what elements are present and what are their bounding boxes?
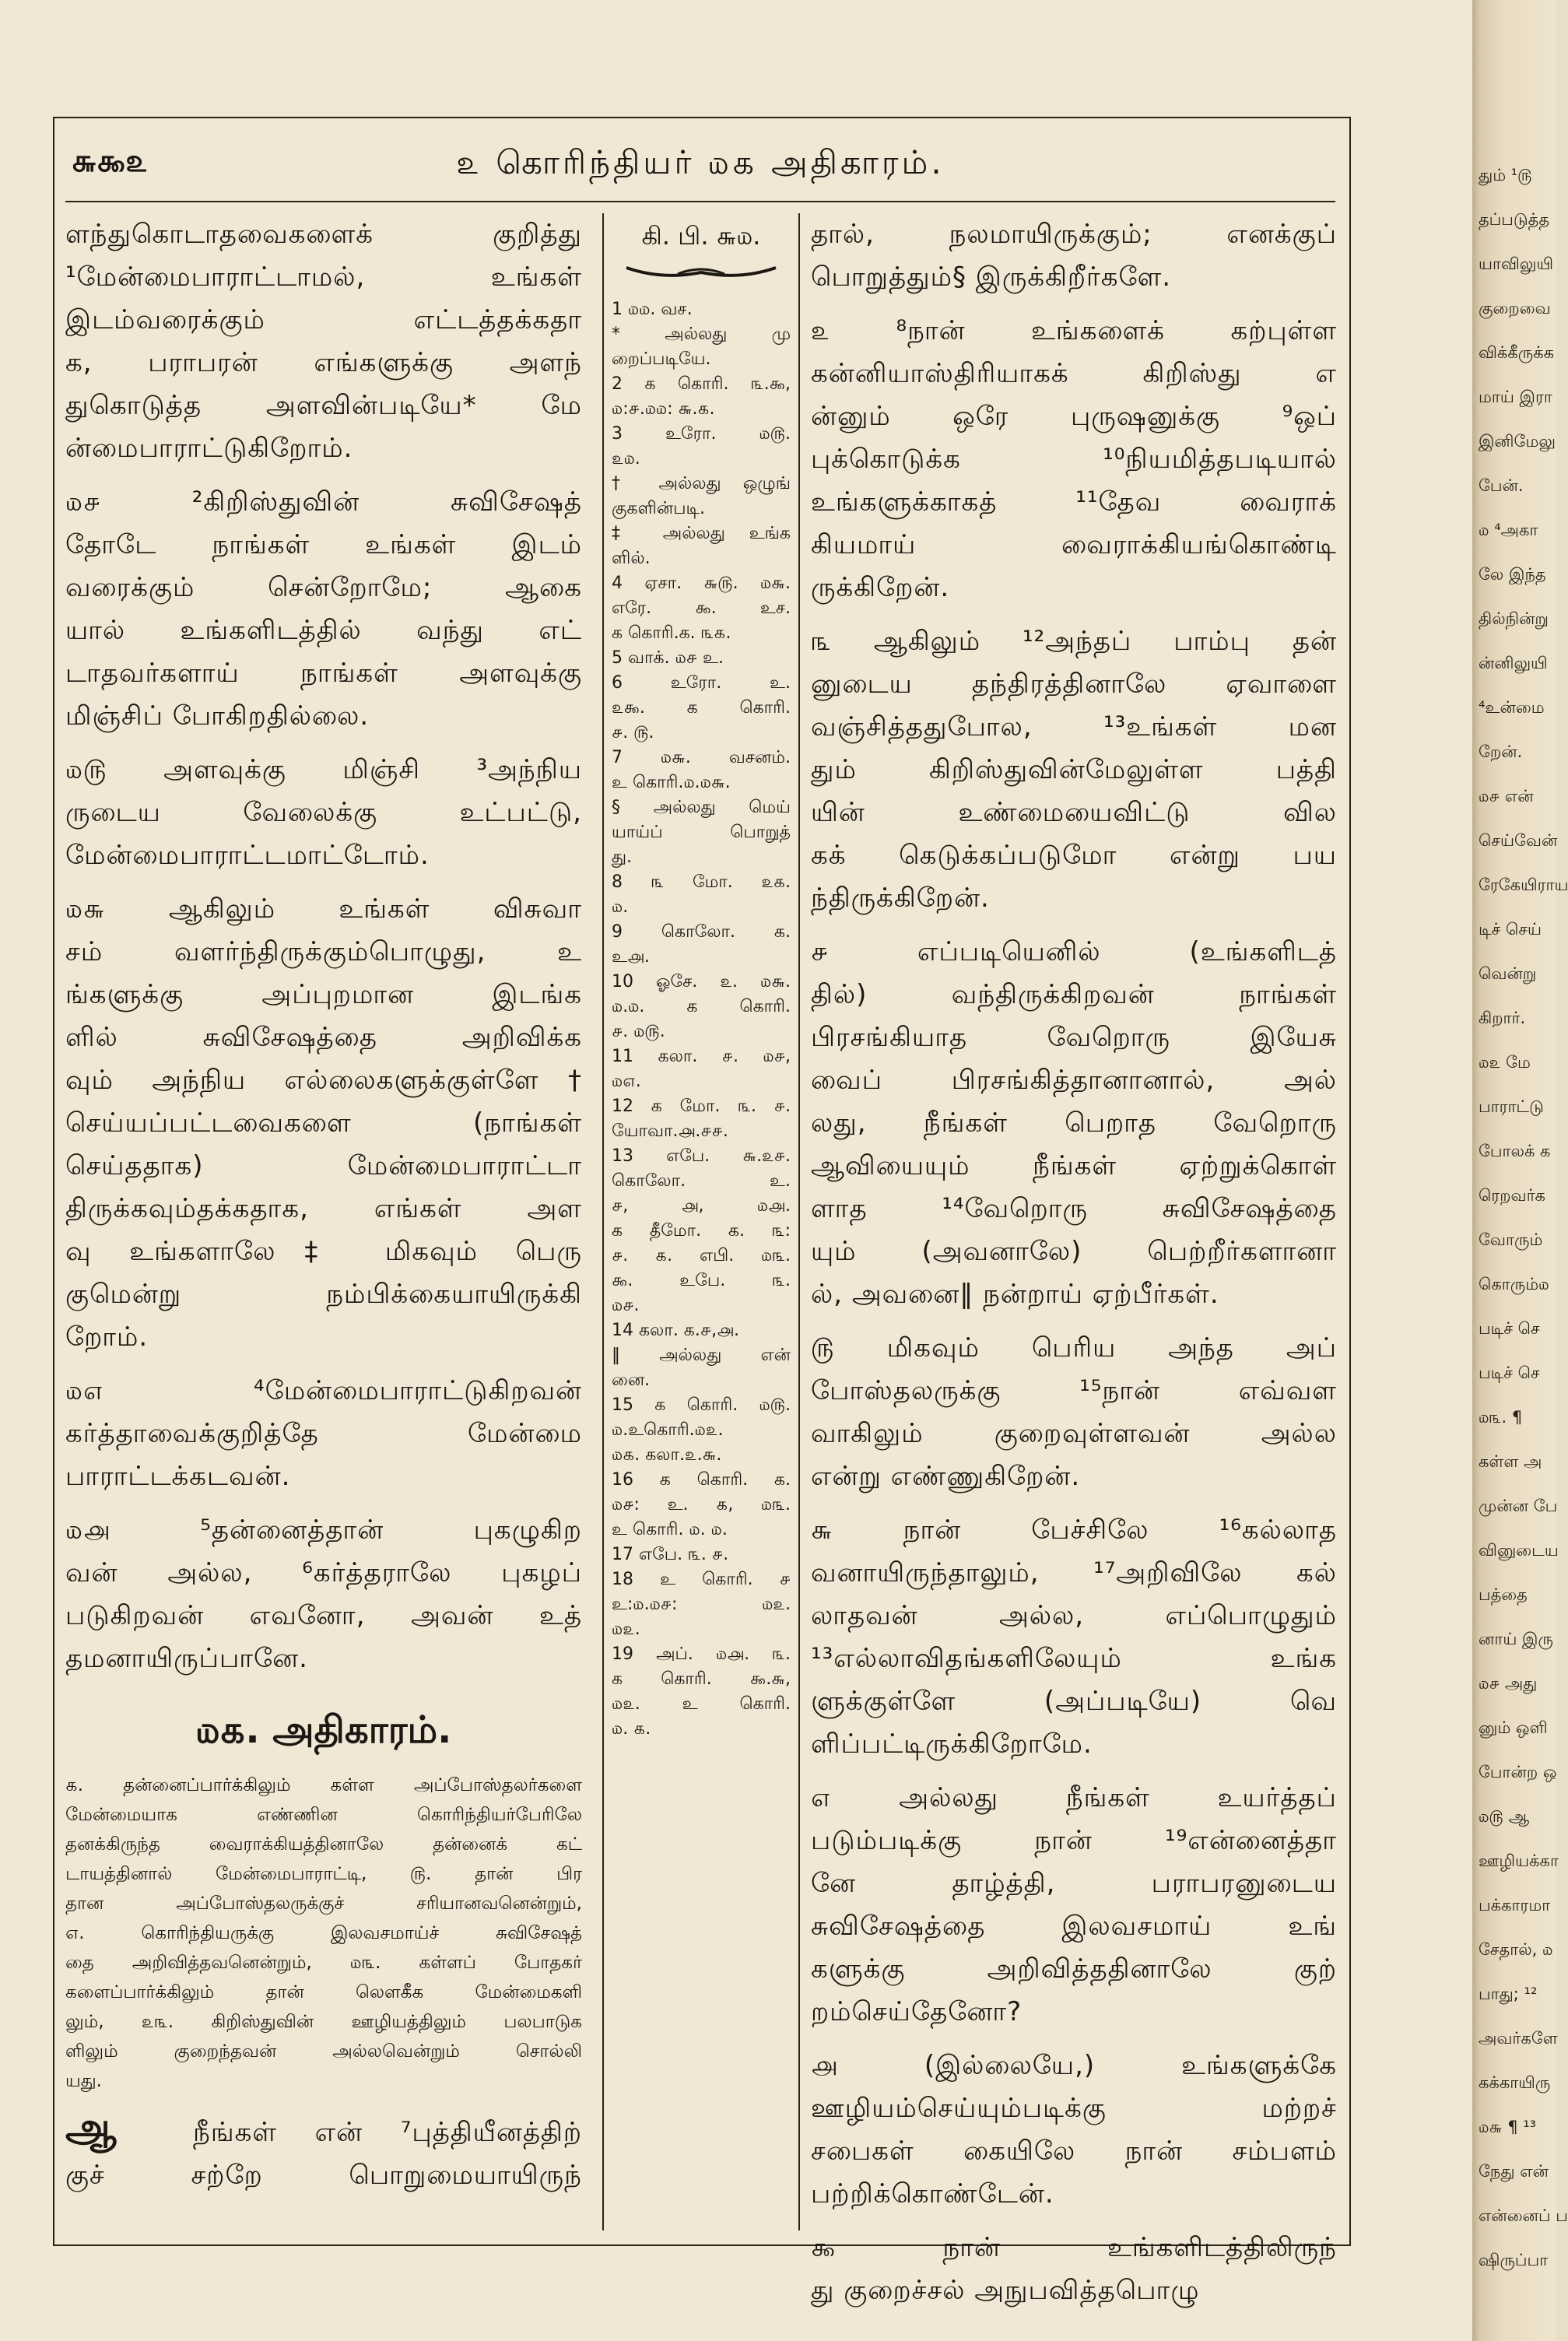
reference-line: ௰:௪.௰௰: ௬.௧. bbox=[612, 399, 715, 419]
verse-line: ௫ மிகவும் பெரிய அந்த அப் bbox=[811, 1332, 1337, 1364]
verse-line: செய்யப்பட்டவைகளை (நாங்கள் bbox=[65, 1107, 582, 1139]
edge-text-line: நேது என் bbox=[1479, 2162, 1549, 2181]
verse-line: ௬ நான் பேச்சிலே ¹⁶கல்லாத bbox=[811, 1514, 1337, 1546]
verse-line: பாராட்டக்கடவன். bbox=[65, 1461, 291, 1492]
verse-line: திருக்கவும்தக்கதாக, எங்கள் அள bbox=[65, 1193, 582, 1224]
reference-line: உ:௰.௰௪: ௰௨. bbox=[612, 1595, 791, 1614]
verse-line: ளுக்குள்ளே (அப்படியே) வெ bbox=[811, 1686, 1337, 1717]
verse-line: ருக்கிறேன். bbox=[811, 572, 950, 603]
verse-line: ¹³எல்லாவிதங்களிலேயும் உங்க bbox=[811, 1643, 1337, 1674]
ornament-divider bbox=[623, 263, 779, 280]
edge-text-line: றேன். bbox=[1479, 742, 1523, 761]
verse-line: களுக்கு அறிவித்ததினாலே குற் bbox=[811, 1953, 1337, 1985]
verse-line: ங்களுக்கு அப்புறமான இடங்க bbox=[65, 979, 582, 1010]
verse-line: ஆவியையும் நீங்கள் ஏற்றுக்கொள் bbox=[811, 1150, 1337, 1181]
edge-text-line: போலக் க bbox=[1479, 1142, 1551, 1160]
verse-line: குமென்று நம்பிக்கையாயிருக்கி bbox=[65, 1279, 582, 1310]
verse-line: றம்செய்தேனோ? bbox=[811, 1996, 1023, 2027]
left-text-column bbox=[65, 213, 582, 2230]
reference-line: ‡ அல்லது உங்க bbox=[612, 524, 791, 543]
summary-line: களைப்பார்க்கிலும் தான் லௌகீக மேன்மைகளி bbox=[65, 1982, 582, 2002]
verse-line: ௰௬ ஆகிலும் உங்கள் விசுவா bbox=[65, 893, 582, 925]
verse-line: ல், அவனை‖ நன்றாய் ஏற்பீர்கள். bbox=[811, 1279, 1219, 1310]
verse-line: வன் அல்ல, ⁶கர்த்தராலே புகழப் bbox=[65, 1557, 582, 1588]
verse-line bbox=[65, 2104, 582, 2154]
summary-line: ௭. கொரிந்தியருக்கு இலவசமாய்ச் சுவிசேஷத் bbox=[65, 1923, 582, 1943]
verse-line: ¹மேன்மைபாராட்டாமல், உங்கள் bbox=[65, 261, 582, 293]
reference-line: 2 க கொரி. ௩.௯, bbox=[612, 374, 791, 394]
reference-line: † அல்லது ஒழுங் bbox=[612, 474, 791, 493]
reference-line: ௰௨. உ கொரி. bbox=[612, 1694, 791, 1714]
verse-line: ளாத ¹⁴வேறொரு சுவிசேஷத்தை bbox=[811, 1193, 1337, 1224]
edge-text-line: ௰௨ மே bbox=[1479, 1053, 1531, 1072]
verse-line: வாகிலும் குறைவுள்ளவன் அல்ல bbox=[811, 1418, 1337, 1449]
reference-line: 13 எபே. ௬.௨௪. bbox=[612, 1146, 791, 1166]
edge-text-line: போன்ற ஒ bbox=[1479, 1763, 1557, 1781]
reference-line: யாய்ப் பொறுத் bbox=[612, 823, 791, 842]
reference-line: 18 உ கொரி. ௪ bbox=[612, 1570, 791, 1589]
reference-line: து. bbox=[612, 848, 633, 867]
reference-line: ளில். bbox=[612, 549, 651, 568]
edge-text-line: பக்காரமா bbox=[1479, 1896, 1551, 1915]
verse-line: ன்மைபாராட்டுகிறோம். bbox=[65, 433, 353, 464]
reference-line: எரே. ௯. உச. bbox=[612, 598, 791, 618]
reference-line: 16 க கொரி. க. bbox=[612, 1470, 791, 1490]
edge-text-line: ௰௪ அது bbox=[1479, 1674, 1538, 1693]
edge-text-line: செய்வேன் bbox=[1479, 831, 1558, 850]
reference-line: ௰. bbox=[612, 897, 629, 917]
reference-line: 5 வாக். ௰௪ உ. bbox=[612, 648, 724, 668]
edge-text-line: வோரும் bbox=[1479, 1230, 1543, 1249]
verse-line: க, பராபரன் எங்களுக்கு அளந் bbox=[65, 347, 582, 378]
edge-text-line: பத்தை bbox=[1479, 1585, 1528, 1604]
verse-line: தால், நலமாயிருக்கும்; எனக்குப் bbox=[811, 219, 1337, 250]
verse-line: ௪ எப்படியெனில் (உங்களிடத் bbox=[811, 936, 1337, 967]
reference-line: ௪. ௧. எபி. ௰௩. bbox=[612, 1246, 791, 1265]
reference-line: 11 கலா. ௪. ௰௪, bbox=[612, 1047, 791, 1066]
edge-text-line: ௰௪ என் bbox=[1479, 787, 1534, 805]
edge-text-line: ௰௬ ¶ ¹³ bbox=[1479, 2118, 1537, 2136]
reference-line: 1 ௰௰. வச. bbox=[612, 300, 693, 319]
verse-line: சுவிசேஷத்தை இலவசமாய் உங் bbox=[811, 1911, 1337, 1942]
verse-line: இடம்வரைக்கும் எட்டத்தக்கதா bbox=[65, 304, 582, 335]
edge-text-line: னும் ஒளி bbox=[1479, 1718, 1548, 1737]
verse-line: தோடே நாங்கள் உங்கள் இடம் bbox=[65, 529, 582, 560]
verse-line: ளில் சுவிசேஷத்தை அறிவிக்க bbox=[65, 1022, 582, 1053]
verse-line: வும் அந்நிய எல்லைகளுக்குள்ளே† bbox=[65, 1065, 582, 1096]
verse-line: குச் சற்றே பொறுமையாயிருந் bbox=[65, 2160, 582, 2191]
verse-text: நீங்கள் என் ⁷புத்தியீனத்திற் bbox=[193, 2117, 582, 2148]
verse-line: வஞ்சித்ததுபோல, ¹³உங்கள் மன bbox=[811, 711, 1337, 742]
verse-line: னே தாழ்த்தி, பராபரனுடைய bbox=[811, 1868, 1337, 1899]
chapter-heading: ௰௧. அதிகாரம். bbox=[195, 1708, 452, 1752]
verse-line: வரைக்கும் சென்றோமே; ஆகை bbox=[65, 572, 582, 603]
summary-line: மேன்மையாக எண்ணின கொரிந்தியர்பேரிலே bbox=[65, 1805, 582, 1825]
edge-text-line: தும் ¹௫ bbox=[1479, 166, 1532, 184]
running-header bbox=[65, 129, 1335, 202]
reference-line: ௯. உபே. ௩. bbox=[612, 1271, 791, 1290]
edge-text-line: கள்ள அ bbox=[1479, 1452, 1542, 1471]
reference-line: உ கொரி. ௰. ௰. bbox=[612, 1520, 728, 1539]
verse-line: தமனாயிருப்பானே. bbox=[65, 1643, 308, 1674]
verse-line: ௰௮ ⁵தன்னைத்தான் புகழுகிற bbox=[65, 1514, 582, 1546]
reference-line: உ௮. bbox=[612, 947, 650, 967]
edge-text-line: ௰ ⁴அகா bbox=[1479, 521, 1538, 539]
edge-text-line: டிச் செய் bbox=[1479, 920, 1542, 939]
reference-line: ௰. ௧. bbox=[612, 1719, 651, 1739]
verse-line: ஊழியம்செய்யும்படிக்கு மற்றச் bbox=[811, 2093, 1337, 2124]
verse-line: ருடைய வேலைக்கு உட்பட்டு, bbox=[65, 797, 582, 828]
verse-line: னுடைய தந்திரத்தினாலே ஏவாளை bbox=[811, 669, 1337, 700]
summary-line: லும், ௨௩. கிறிஸ்துவின் ஊழியத்திலும் பலபாடுக bbox=[65, 2012, 582, 2032]
edge-text-line: யாவிலுயி bbox=[1479, 254, 1554, 273]
verse-line: து குறைச்சல் அநுபவித்தபொழு bbox=[811, 2275, 1200, 2306]
reference-line: ௰௨. bbox=[612, 1620, 640, 1639]
chapter-summary bbox=[65, 1771, 582, 2096]
verse-line: சம் வளர்ந்திருக்கும்பொழுது, உ bbox=[65, 936, 582, 967]
reference-line: ௰.உகொரி.௰௨. bbox=[612, 1420, 724, 1440]
reference-line: ௪. ௫. bbox=[612, 723, 654, 742]
reference-line: 7 ௰௬. வசனம். bbox=[612, 748, 791, 767]
edge-text-line: ரேகேயிராய bbox=[1479, 876, 1568, 894]
right-text-column bbox=[811, 213, 1337, 2306]
edge-text-line: லே இந்த bbox=[1479, 565, 1546, 584]
verse-line: தும் கிறிஸ்துவின்மேலுள்ள பத்தி bbox=[811, 754, 1337, 785]
reference-line: 6 உரோ. உ. bbox=[612, 673, 791, 693]
reference-line: ௰௭. bbox=[612, 1072, 641, 1091]
verse-line: வு உங்களாலே‡ மிகவும் பெரு bbox=[65, 1236, 582, 1267]
summary-line: யது. bbox=[65, 2071, 102, 2091]
verse-line: வனாயிருந்தாலும், ¹⁷அறிவிலே கல் bbox=[811, 1557, 1337, 1588]
verse-line: வைப் பிரசங்கித்தானானால், அல் bbox=[811, 1065, 1337, 1096]
reference-line: ௪. ௰௫. bbox=[612, 1022, 665, 1041]
verse-line: யின் உண்மையைவிட்டு வில bbox=[811, 797, 1337, 828]
verse-line: யால் உங்களிடத்தில் வந்து எட் bbox=[65, 615, 582, 646]
verse-line: லது, நீங்கள் பெறாத வேறொரு bbox=[811, 1107, 1337, 1139]
edge-text-line: ரெறவர்க bbox=[1479, 1186, 1545, 1205]
edge-text-line: குறைவை bbox=[1479, 299, 1551, 318]
date-heading: கி. பி. ௬௰. bbox=[641, 221, 761, 251]
verse-line: பொறுத்தும்§ இருக்கிறீர்களே. bbox=[811, 261, 1172, 293]
verse-line: சபைகள் கையிலே நான் சம்பளம் bbox=[811, 2136, 1337, 2167]
verse-line: ௰௭ ⁴மேன்மைபாராட்டுகிறவன் bbox=[65, 1375, 582, 1406]
verse-line: துகொடுத்த அளவின்படியே* மே bbox=[65, 390, 582, 421]
reference-line: ௰௪. bbox=[612, 1296, 640, 1315]
reference-line: 4 ஏசா. ௬௫. ௰௬. bbox=[612, 574, 791, 593]
verse-number: ஆ bbox=[65, 2104, 118, 2151]
verse-line: படும்படிக்கு நான் ¹⁹என்னைத்தா bbox=[811, 1825, 1337, 1856]
edge-text-line: தில்நின்று bbox=[1479, 609, 1549, 628]
edge-text-line: கொரும்௰ bbox=[1479, 1275, 1549, 1293]
reference-line: ௨௯. க கொரி. bbox=[612, 698, 791, 718]
edge-text-line: படிச் செ bbox=[1479, 1319, 1540, 1338]
reference-line: உ கொரி.௰.௰௬. bbox=[612, 773, 731, 792]
edge-text-line: மாய் இரா bbox=[1479, 388, 1552, 406]
verse-line: ந்திருக்கிறேன். bbox=[811, 883, 990, 914]
edge-text-line: வினுடைய bbox=[1479, 1541, 1559, 1560]
page-number: ௬௯௨ bbox=[72, 143, 148, 179]
verse-line: மேன்மைபாராட்டமாட்டோம். bbox=[65, 840, 430, 871]
verse-line: ௰௪ ²கிறிஸ்துவின் சுவிசேஷத் bbox=[65, 486, 582, 518]
verse-line: புக்கொடுக்க ¹⁰நியமித்தபடியால் bbox=[811, 444, 1337, 475]
summary-line: ௧. தன்னைப்பார்க்கிலும் கள்ள அப்போஸ்தலர்களை bbox=[65, 1775, 582, 1795]
margin-reference-column bbox=[602, 213, 800, 2230]
reference-line: * அல்லது மு bbox=[612, 325, 791, 344]
verse-line: பிரசங்கியாத வேறொரு இயேசு bbox=[811, 1022, 1337, 1053]
edge-text-line: பாது; ¹² bbox=[1479, 1985, 1538, 2003]
right-verses bbox=[811, 213, 1337, 2312]
verse-line: லாதவன் அல்ல, எப்பொழுதும் bbox=[811, 1600, 1337, 1631]
edge-text-line: இனிமேலு bbox=[1479, 432, 1556, 451]
verse-line: டாதவர்களாய் நாங்கள் அளவுக்கு bbox=[65, 658, 582, 689]
summary-line: டாயத்தினால் மேன்மைபாராட்டி, ௫. தான் பிர bbox=[65, 1864, 582, 1884]
verse-line: ன்னும் ஒரே புருஷனுக்கு ⁹ஒப் bbox=[811, 401, 1337, 432]
verse-line: ௰௫ அளவுக்கு மிஞ்சி ³அந்நிய bbox=[65, 754, 582, 785]
reference-line: க கொரி. ௯.௬, bbox=[612, 1669, 791, 1689]
edge-text-line: னாய் இரு bbox=[1479, 1630, 1553, 1648]
verse-line: ௭ அல்லது நீங்கள் உயர்த்தப் bbox=[811, 1782, 1337, 1813]
verse-line: செய்ததாக) மேன்மைபாராட்டா bbox=[65, 1150, 582, 1181]
edge-text-line: தப்படுத்த bbox=[1479, 210, 1550, 229]
summary-line: தனக்கிருந்த வைராக்கியத்தினாலே தன்னைக் கட் bbox=[65, 1834, 582, 1855]
summary-line: ளிலும் குறைந்தவன் அல்லவென்றும் சொல்லி bbox=[65, 2041, 582, 2062]
reference-line: 15 க கொரி. ௰௫. bbox=[612, 1395, 791, 1415]
edge-text-line: முன்ன பே bbox=[1479, 1497, 1558, 1515]
edge-text-line: பேன். bbox=[1479, 476, 1524, 495]
edge-text-line: ன்னிலுயி bbox=[1479, 654, 1548, 672]
reference-line: ௨௰. bbox=[612, 449, 640, 469]
reference-line: 12 க மோ. ௩. ௪. bbox=[612, 1097, 791, 1116]
reference-line: ௰.௰. க கொரி. bbox=[612, 997, 791, 1016]
verse-line: போஸ்தலருக்கு ¹⁵நான் எவ்வள bbox=[811, 1375, 1337, 1406]
reference-line: ௰௧. கலா.௨.௬. bbox=[612, 1445, 722, 1465]
reference-line: னை. bbox=[612, 1371, 651, 1390]
verse-line: ௯ நான் உங்களிடத்திலிருந் bbox=[811, 2232, 1337, 2263]
edge-text-line: கக்காயிரு bbox=[1479, 2073, 1551, 2092]
verse-line: மிஞ்சிப் போகிறதில்லை. bbox=[65, 700, 370, 732]
verse-line: றோம். bbox=[65, 1321, 149, 1353]
verse-line: தில்) வந்திருக்கிறவன் நாங்கள் bbox=[811, 979, 1337, 1010]
edge-text-line: அவர்களே bbox=[1479, 2029, 1558, 2048]
verse-line: ளிப்பட்டிருக்கிறோமே. bbox=[811, 1729, 1093, 1760]
edge-text-line: பாராட்டு bbox=[1479, 1097, 1544, 1116]
reference-line: ௰௪: உ. ௧, ௰௩. bbox=[612, 1495, 791, 1514]
verse-line: ௩ ஆகிலும் ¹²அந்தப் பாம்பு தன் bbox=[811, 626, 1337, 657]
verse-line: உங்களுக்காகத் ¹¹தேவ வைராக் bbox=[811, 486, 1337, 518]
reference-line: 19 அப். ௰௮. ௩. bbox=[612, 1644, 791, 1664]
verse-line: ௮ (இல்லையே,) உங்களுக்கே bbox=[811, 2050, 1337, 2081]
verse-line: யும் (அவனாலே) பெற்றீர்களானா bbox=[811, 1236, 1337, 1267]
verse-line: கர்த்தாவைக்குறித்தே மேன்மை bbox=[65, 1418, 582, 1449]
summary-line: தான அப்போஸ்தலருக்குச் சரியானவனென்றும், bbox=[65, 1894, 582, 1914]
edge-text-line: என்னைப் ப bbox=[1479, 2206, 1568, 2225]
edge-text-line: வென்று bbox=[1479, 964, 1537, 983]
verse-line: கன்னியாஸ்திரியாகக் கிறிஸ்து எ bbox=[811, 358, 1337, 389]
edge-text-line: ⁴உன்மை bbox=[1479, 698, 1545, 717]
verse-line: ௨ ⁸நான் உங்களைக் கற்புள்ள bbox=[811, 315, 1337, 346]
verse-line: கியமாய் வைராக்கியங்கொண்டி bbox=[811, 529, 1337, 560]
verse-line: என்று எண்ணுகிறேன். bbox=[811, 1461, 1081, 1492]
verse-line: பற்றிக்கொண்டேன். bbox=[811, 2178, 1054, 2209]
reference-line: ௪, ௮, ௰௮. bbox=[612, 1196, 791, 1216]
verse-line: படுகிறவன் எவனோ, அவன் உத் bbox=[65, 1600, 582, 1631]
page-title: ௨ கொரிந்தியர் ௰௧ அதிகாரம். bbox=[456, 143, 945, 181]
edge-text-line: ௰௩. ¶ bbox=[1479, 1408, 1523, 1427]
edge-text-line: ௰௫ ஆ bbox=[1479, 1807, 1530, 1826]
reference-line: 3 உரோ. ௰௫. bbox=[612, 424, 791, 444]
edge-text-line: விக்கீருக்க bbox=[1479, 343, 1555, 362]
reference-line: § அல்லது மெய் bbox=[612, 798, 791, 817]
left-verses bbox=[65, 213, 582, 1680]
edge-text-line: கிறார். bbox=[1479, 1009, 1526, 1027]
edge-text-line: சேதால், ௰ bbox=[1479, 1940, 1553, 1959]
reference-line: றைப்படியே. bbox=[612, 349, 711, 369]
reference-line: யோவா.௮.௪௪. bbox=[612, 1121, 728, 1141]
reference-line: க கொரி.க. ௩௧. bbox=[612, 623, 731, 643]
reference-line: க தீமோ. க. ௩: bbox=[612, 1221, 791, 1241]
edge-text-line: படிச் செ bbox=[1479, 1364, 1540, 1382]
reference-line: 17 எபே. ௩. ௪. bbox=[612, 1545, 729, 1564]
reference-line: ‖ அல்லது என் bbox=[612, 1346, 791, 1365]
summary-line: தை அறிவித்தவனென்றும், ௰௩. கள்ளப் போதகர் bbox=[65, 1953, 582, 1973]
edge-text-line: ஊழியக்கா bbox=[1479, 1851, 1559, 1870]
reference-line: 10 ஓசே. ௨. ௰௬. bbox=[612, 972, 791, 992]
verse-line: கக் கெடுக்கப்படுமோ என்று பய bbox=[811, 840, 1337, 871]
reference-line: குகளின்படி. bbox=[612, 499, 706, 518]
cross-references bbox=[612, 297, 791, 1742]
edge-text-line: ஷிருப்பா bbox=[1479, 2251, 1549, 2269]
reference-line: 8 ௩ மோ. ௨௧. bbox=[612, 872, 791, 892]
reference-line: கொலோ. உ. bbox=[612, 1171, 791, 1191]
next-page-edge bbox=[1472, 0, 1568, 2341]
reference-line: 14 கலா. க.௪,௮. bbox=[612, 1321, 740, 1340]
verse-line: ளந்துகொடாதவைகளைக் குறித்து bbox=[65, 219, 582, 250]
reference-line: 9 கொலோ. க. bbox=[612, 922, 791, 942]
